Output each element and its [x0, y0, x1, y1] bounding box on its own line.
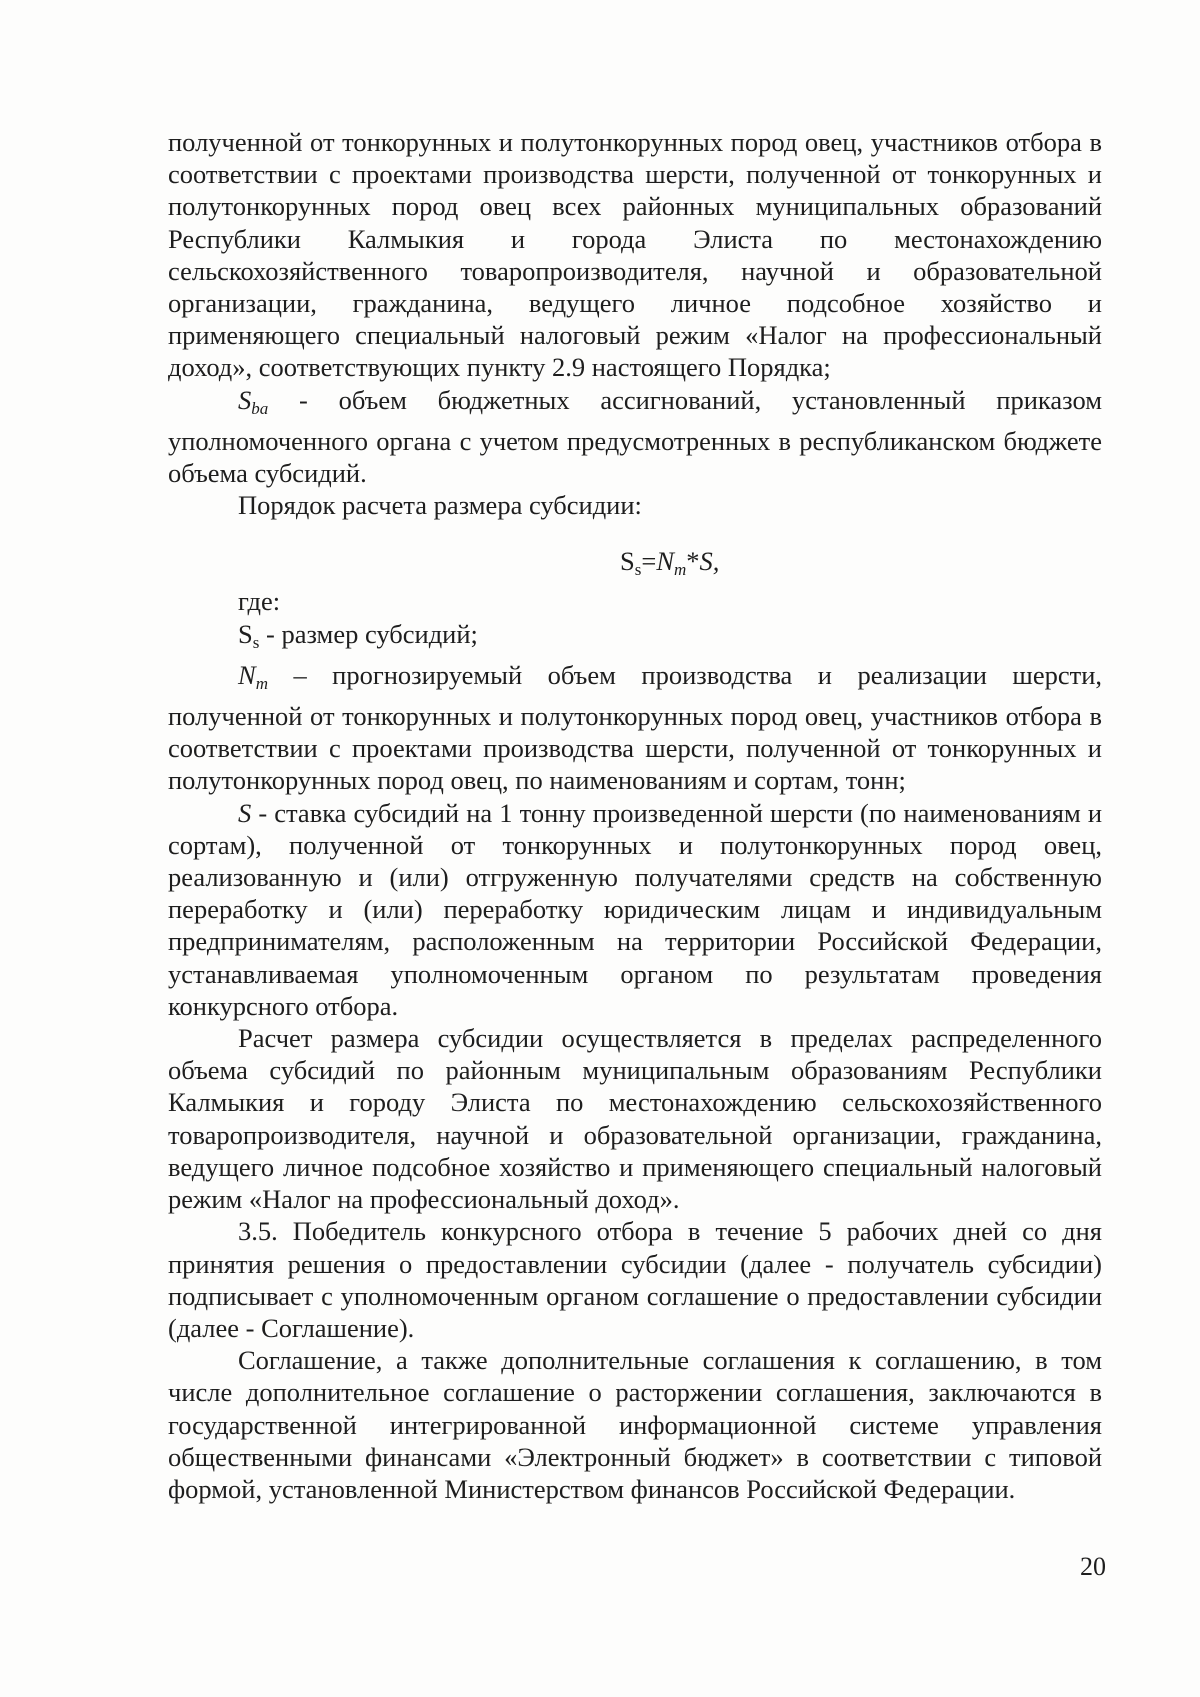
paragraph-nm-definition	[168, 659, 1102, 797]
ss-symbol: S	[238, 618, 253, 649]
formula-s-rate: S,	[699, 546, 720, 577]
s-symbol: S	[238, 797, 252, 828]
paragraph-continuation: полученной от тонкорунных и полутонкорунных пород овец, участников отбора в соответствии с проектами производства шерсти, полученной от тонкорунных и полутонкорунных пород овец всех районных муниципальных образований Республики Калмыкия и города Элиста по местонахождению сельскохозяйственного товаропроизводителя, научной и образовательной организации, гражданина, ведущего личное подсобное хозяйство и применяющего специальный налоговый режим «Налог на профессиональный доход», соответствующих пункту 2.9 настоящего Порядка;	[168, 127, 1102, 383]
formula-s-subscript: s	[634, 560, 642, 580]
paragraph-s-definition	[168, 797, 1102, 1022]
sba-definition-text: - объем бюджетных ассигнований, установленный приказом уполномоченного органа с учетом предусмотренных в республиканском бюджете объема субсидий.	[168, 384, 1102, 489]
formula-n: N	[656, 546, 675, 577]
page-number: 20	[1080, 1552, 1106, 1581]
nm-symbol: N	[238, 659, 256, 690]
subsidy-formula	[168, 545, 1102, 581]
formula-multiply: *	[686, 546, 700, 577]
paragraph-3-5: 3.5. Победитель конкурсного отбора в течение 5 рабочих дней со дня принятия решения о предоставлении субсидии (далее - получатель субсидии) подписывает с уполномоченным органом соглашение о предоставлении субсидии (далее - Соглашение).	[168, 1216, 1102, 1343]
ss-definition-text: - размер субсидий;	[259, 618, 478, 649]
sba-symbol: S	[238, 384, 252, 415]
formula-n-subscript: m	[674, 560, 687, 580]
nm-subscript: m	[255, 673, 268, 693]
ss-subscript: s	[252, 632, 260, 652]
where-label: где:	[238, 586, 281, 617]
paragraph-ss-definition	[168, 618, 1102, 659]
formula-s: S	[620, 546, 635, 577]
document-body	[168, 126, 1102, 1505]
s-definition-text: - ставка субсидий на 1 тонну произведенной шерсти (по наименованиям и сортам), полученной от тонкорунных и полутонкорунных пород овец, реализованную и (или) отгруженную получателями средств на собственную переработку и (или) переработку юридическим лицам и индивидуальным предпринимателям, расположенным на территории Российской Федерации, устанавливаемая уполномоченным органом по результатам проведения конкурсного отбора.	[168, 797, 1102, 1021]
paragraph-agreement: Соглашение, а также дополнительные соглашения к соглашению, в том числе дополнительное соглашение о расторжении соглашения, заключаются в государственной интегрированной информационной системе управления общественными финансами «Электронный бюджет» в соответствии с типовой формой, установленной Министерством финансов Российской Федерации.	[168, 1345, 1102, 1504]
nm-definition-text: – прогнозируемый объем производства и реализации шерсти, полученной от тонкорунных и полутонкорунных пород овец, участников отбора в соответствии с проектами производства шерсти, полученной от тонкорунных и полутонкорунных пород овец, по наименованиям и сортам, тонн;	[168, 659, 1102, 796]
paragraph-calculation: Расчет размера субсидии осуществляется в пределах распределенного объема субсидий по районным муниципальным образованиям Республики Калмыкия и городу Элиста по местонахождению сельскохозяйственного товаропроизводителя, научной и образовательной организации, гражданина, ведущего личное подсобное хозяйство и применяющего специальный налоговый режим «Налог на профессиональный доход».	[168, 1023, 1102, 1215]
sba-subscript: ba	[251, 398, 269, 418]
paragraph-sba-definition	[168, 384, 1102, 490]
formula-equals: =	[641, 546, 657, 577]
calculation-order-title: Порядок расчета размера субсидии:	[238, 490, 642, 521]
